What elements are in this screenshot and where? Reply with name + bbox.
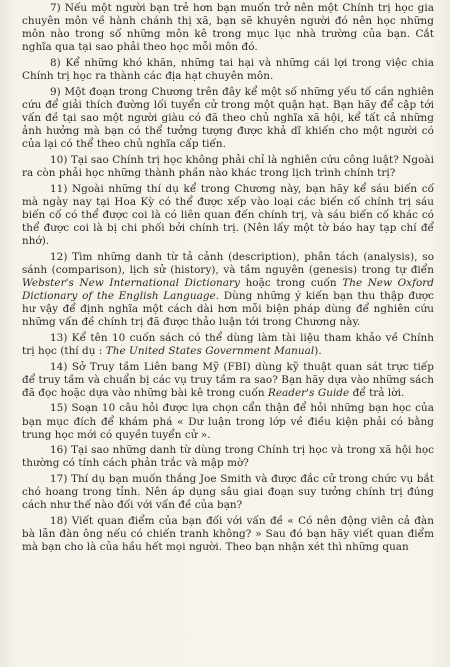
oxford-dictionary-title: The New Oxford Dictionary of the English Language.: [22, 276, 435, 302]
exercise-13-part-1: 13) Kể tên 10 cuốn sách có thể dùng làm tài liệu tham khảo về Chính trị học (thí dụ :: [22, 331, 434, 357]
exercise-17: 17) Thí dụ bạn muốn thắng Joe Smith và được đắc cử trong chức vụ bắt chó hoang trong tỉnh. Nên áp dụng sâu giai đoạn suy tưởng chính trị đúng cách như thế nào đối với vấn đề của bạn?: [22, 473, 434, 512]
exercise-8: 8) Kể những khó khăn, những tai hại và những cái lợi trong việc chia Chính trị học ra thành các địa hạt chuyên môn.: [22, 56, 434, 83]
exercise-9: 9) Một đoạn trong Chương trên đây kể một số những yếu tố cần nghiên cứu để giải thích đường lối tuyển cử trong một quận hạt. Bạn hãy để cập tới vấn đề tại sao một người giàu có đã theo chủ nghĩa xã hội, kể tất cả những ảnh hưởng mà bạn có thể tưởng tượng được khả dĩ khiến cho một người có của lại có thể theo chủ nghĩa cấp tiến.: [22, 85, 434, 151]
exercise-11: 11) Ngoài những thí dụ kể trong Chương này, bạn hãy kể sáu biến cố mà ngày nay tại Hoa Kỳ có thể được xếp vào loại các biến cố chính trị sáu biến cố có thể được coi là có liên quan đến chính trị, và sáu biến cố khác có thể được coi là bị chi phối bởi chính trị. (Nên lấy một tờ báo hay tạp chí để nhớ).: [22, 182, 434, 247]
exercise-12-part-3: Dùng những ý kiến bạn thu thập được hư vậy để định nghĩa một cách dài hơn mỗi biện pháp dùng để nghiên cứu những vấn đề chính trị đã được thảo luận tới trong Chương này.: [22, 289, 434, 329]
exercise-12-part-2: hoặc trong cuốn: [239, 276, 343, 289]
exercise-12-part-1: 12) Tìm những danh từ tả cảnh (description), phân tách (analysis), so sánh (comparison), lịch sử (history), và tầm nguyên (genesis) trong tự điển: [22, 250, 434, 276]
exercise-18: 18) Viết quan điểm của bạn đối với vấn đề « Có nên động viên cả đàn bà lẫn đàn ông nếu có chiến tranh không? » Sau đó bạn hãy viết quan điểm mà bạn cho là của hầu hết mọi người. Theo bạn nhận xét thì những quan: [22, 515, 434, 554]
exercise-13: [22, 332, 434, 358]
government-manual-title: The United States Government Manual: [105, 344, 315, 357]
exercise-14: [22, 361, 434, 400]
exercise-14-part-1: 14) Sở Truy tầm Liên bang Mỹ (FBI) dùng kỹ thuật quan sát trực tiếp để truy tầm và chuẩn bị các vụ truy tầm ra sao? Bạn hãy dựa vào những sách đã đọc hoặc dựa vào những bài kê trong cuốn: [22, 360, 434, 399]
websters-dictionary-title: Webster's New International Dictionary: [22, 276, 240, 289]
readers-guide-title: Reader's Guide: [267, 386, 350, 399]
exercise-15: 15) Soạn 10 câu hỏi được lựa chọn cẩn thận để hỏi những bạn học của bạn mục đích để khám phá « Dư luận trong lớp về điều kiện phải có bằng trung học mới có quyền tuyển cử ».: [22, 402, 434, 441]
exercise-16: 16) Tại sao những danh từ dùng trong Chính trị học và trong xã hội học thường có tính cách phản trắc và mập mờ?: [22, 444, 434, 470]
exercise-12: [22, 251, 434, 330]
exercise-10: 10) Tại sao Chính trị học không phải chỉ là nghiên cứu công luật? Ngoài ra còn phải học những thành phần nào khác trong lịch trình chính trị?: [22, 153, 434, 179]
exercise-13-part-2: ).: [314, 344, 322, 357]
exercise-14-part-2: để trả lời.: [349, 386, 405, 399]
exercise-7: 7) Nếu một người bạn trẻ hơn bạn muốn trở nên một Chính trị học gia chuyên môn về hành chánh thị xã, bạn sẽ khuyên người đó nên học những môn nào trong số những môn kê trong mục lục nhà trường của bạn. Cắt nghĩa qua tại sao phải theo học mỗi môn đó.: [22, 2, 434, 54]
